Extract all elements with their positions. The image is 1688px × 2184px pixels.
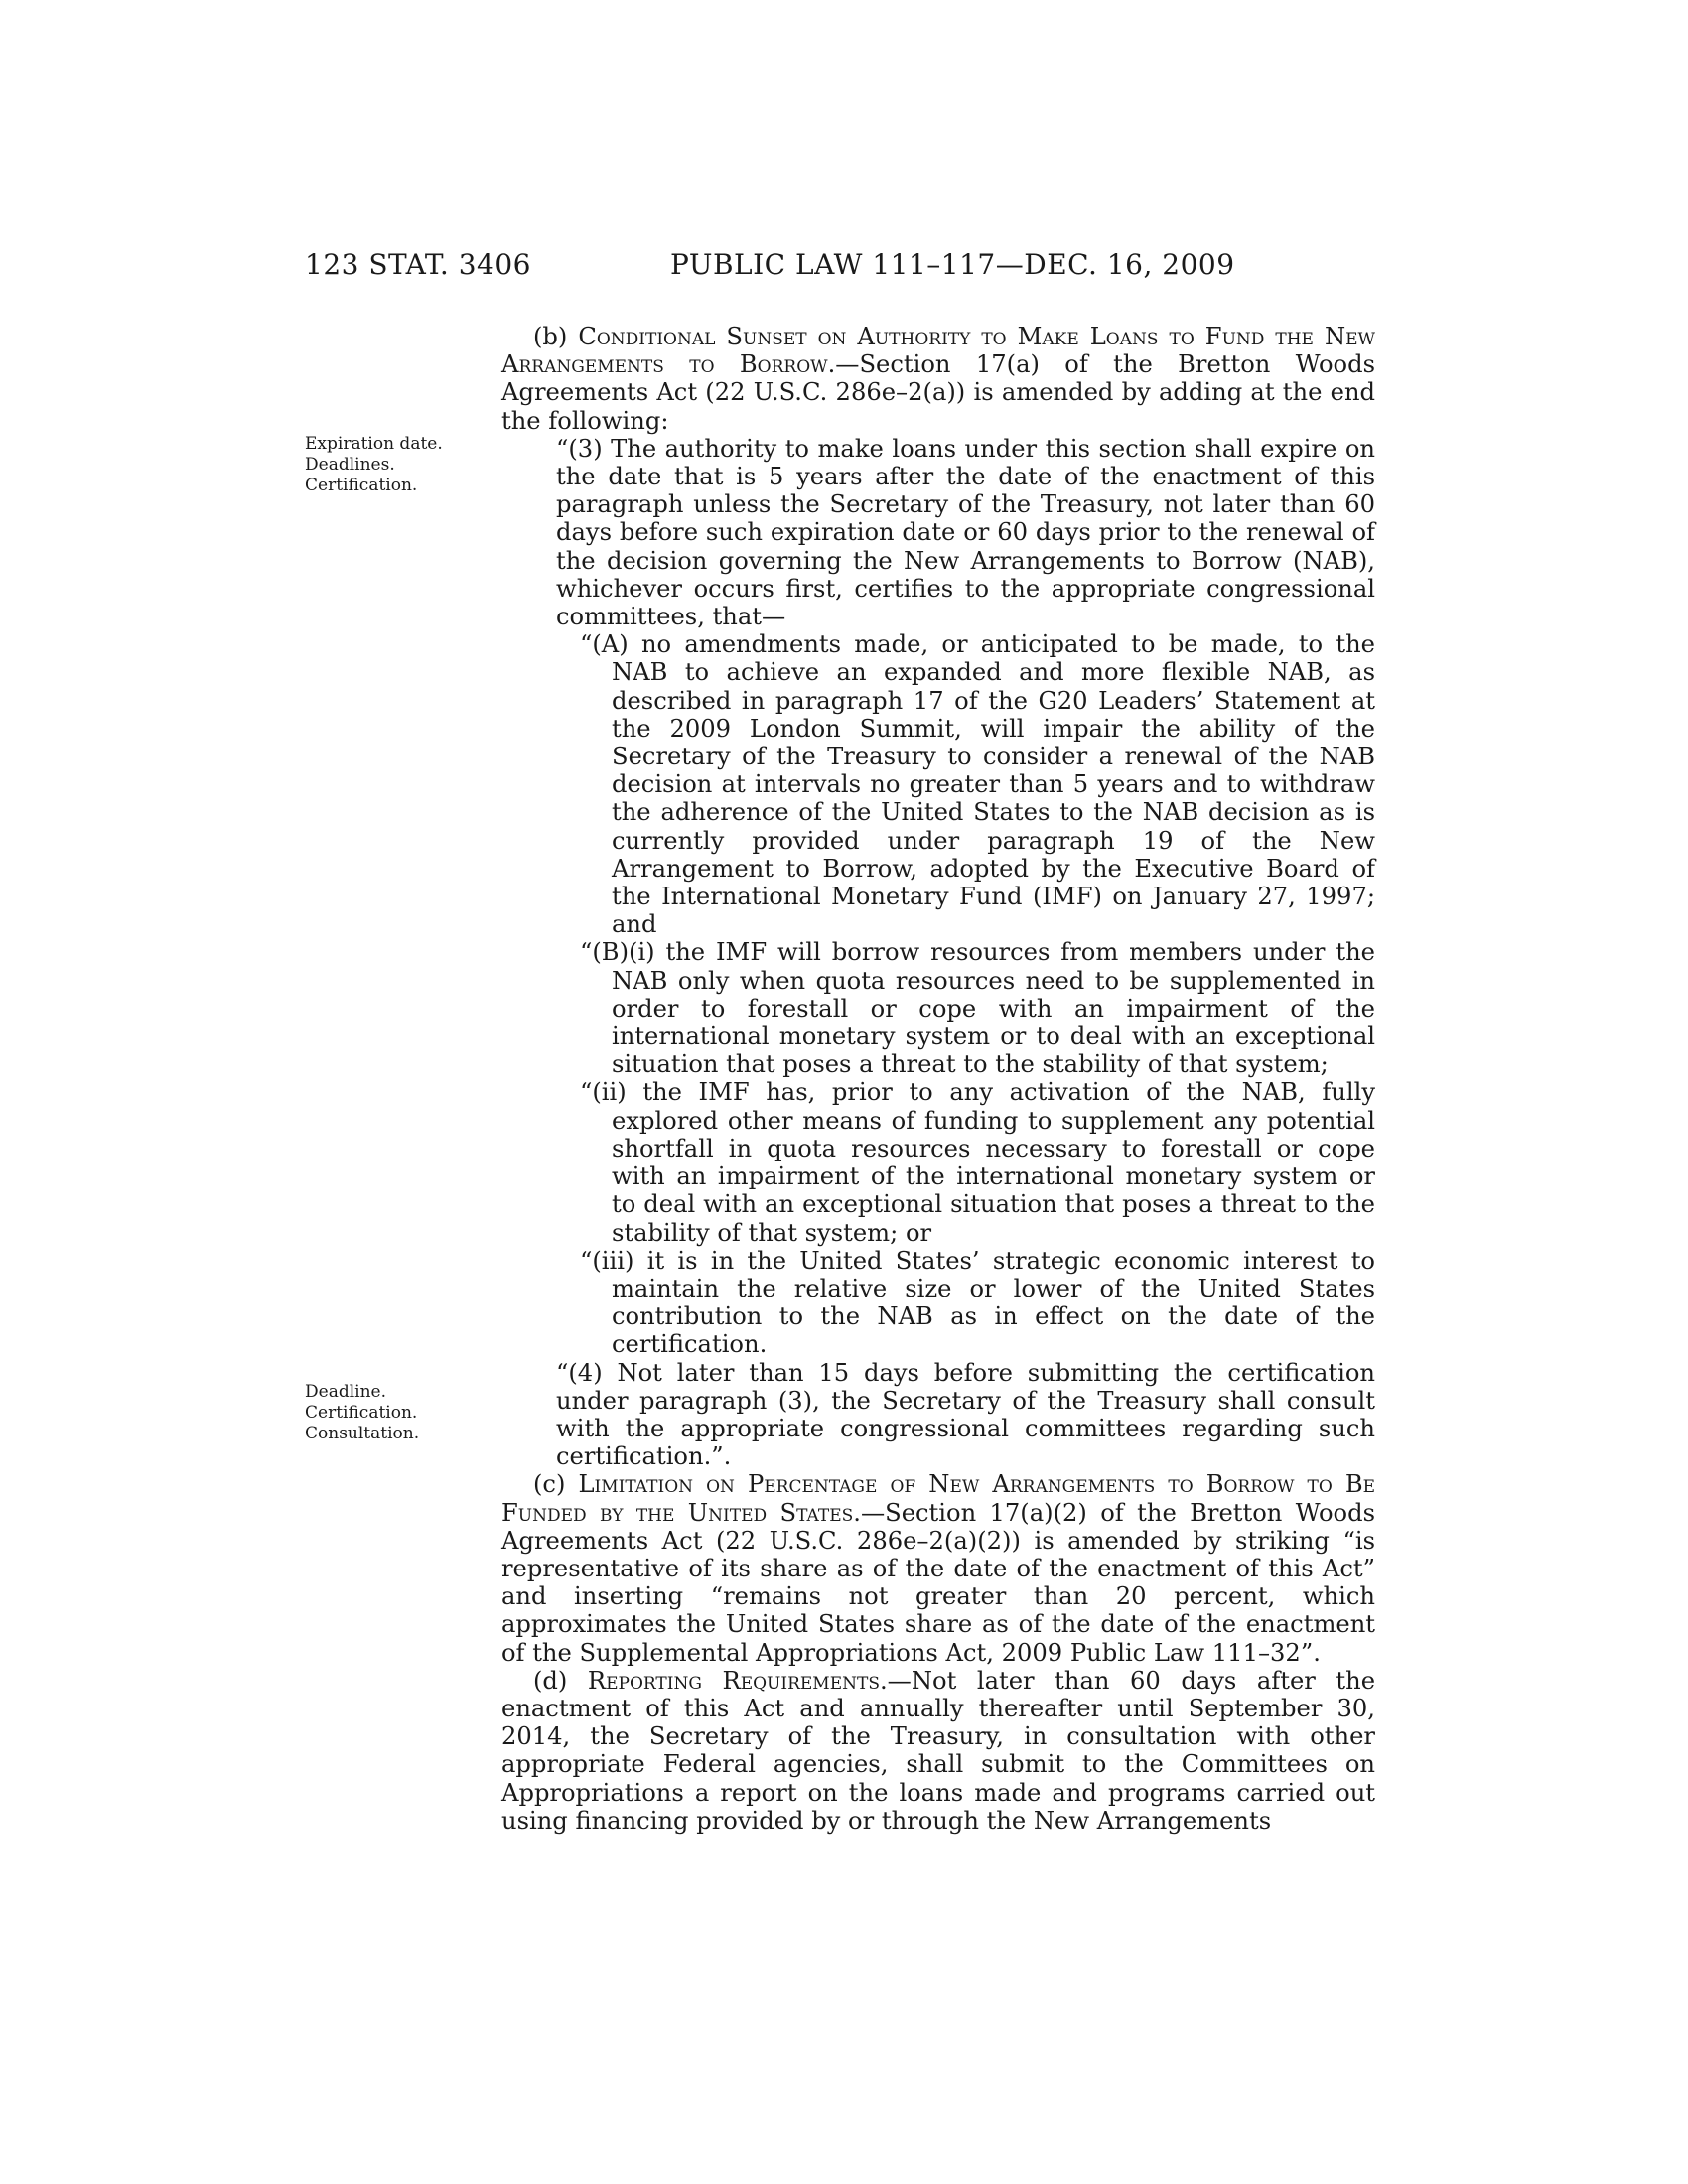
margin-note-line: Consultation. xyxy=(305,1424,420,1443)
subsection-b-lead: (b) xyxy=(533,323,579,350)
subsection-d-heading: Reporting Requirements. xyxy=(587,1666,888,1695)
margin-note-deadline xyxy=(305,1382,479,1444)
clause-ii-text: “(ii) the IMF has, prior to any activation of the NAB, fully explored other means of funding to supplement any potential shortfall in quota resources necessary to forestall or cope with an impairment of the international monetary system or to deal with an exceptional situation that poses a threat to the stability of that system; or xyxy=(580,1078,1375,1247)
paragraph-3 xyxy=(501,435,1375,630)
subsection-c-text: —Section 17(a)(2) of the Bretton Woods Agreements Act (22 U.S.C. 286e–2(a)(2)) is amended by striking “is representative of its share as of the date of the enactment of this Act” and inserting “remains not greater than 20 percent, which approximates the United States share as of the date of the enactment of the Supplemental Appropriations Act, 2009 Public Law 111–32”. xyxy=(501,1498,1375,1667)
public-law-reference: PUBLIC LAW 111–117—DEC. 16, 2009 xyxy=(670,248,1235,281)
subparagraph-a xyxy=(501,630,1375,938)
statute-reference: 123 STAT. 3406 xyxy=(305,248,531,281)
subparagraph-b-i xyxy=(501,938,1375,1078)
subsection-c xyxy=(501,1470,1375,1666)
margin-note-line: Deadline. xyxy=(305,1382,386,1402)
subsection-d-text: —Not later than 60 days after the enactment of this Act and annually thereafter until September 30, 2014, the Secretary of the Treasury, in consultation with other appropriate Federal agencies, shall submit to the Committees on Appropriations a report on the loans made and programs carried out using financing provided by or through the New Arrangements xyxy=(501,1666,1376,1835)
statute-body xyxy=(501,323,1375,1835)
margin-note-line: Expiration date. xyxy=(305,434,443,454)
subsection-b-heading: Conditional Sunset on Authority to Make Loans to Fund the New Arrangements to Borrow. xyxy=(501,323,1375,379)
margin-note-line: Deadlines. xyxy=(305,455,395,475)
paragraph-3-text: “(3) The authority to make loans under this section shall expire on the date that is 5 years after the date of the enactment of this paragraph unless the Secretary of the Treasury, not later than 60 days before such expiration date or 60 days prior to the renewal of the decision governing the New Arrangements to Borrow (NAB), whichever occurs first, certifies to the appropriate congressional committees, that— xyxy=(556,434,1375,631)
paragraph-4-text: “(4) Not later than 15 days before submitting the certification under paragraph (3), the Secretary of the Treasury shall consult with the appropriate congressional committees regarding such certification.”. xyxy=(556,1358,1375,1471)
subparagraph-a-text: “(A) no amendments made, or anticipated to be made, to the NAB to achieve an expanded and more flexible NAB, as described in paragraph 17 of the G20 Leaders’ Statement at the 2009 London Summit, will impair the ability of the Secretary of the Treasury to consider a renewal of the NAB decision at intervals no greater than 5 years and to withdraw the adherence of the United States to the NAB decision as is currently provided under paragraph 19 of the New Arrangement to Borrow, adopted by the Executive Board of the International Monetary Fund (IMF) on January 27, 1997; and xyxy=(580,630,1375,939)
margin-note-line: Certification. xyxy=(305,476,418,495)
clause-iii xyxy=(501,1247,1375,1359)
clause-iii-text: “(iii) it is in the United States’ strategic economic interest to maintain the relative size or lower of the United States contribution to the NAB as in effect on the date of the certification. xyxy=(580,1246,1375,1359)
subsection-c-heading: Limitation on Percentage of New Arrangements to Borrow to Be Funded by the United States. xyxy=(501,1470,1376,1527)
subsection-b-text: —Section 17(a) of the Bretton Woods Agreements Act (22 U.S.C. 286e–2(a)) is amended by adding at the end the following: xyxy=(501,350,1375,435)
subsection-d xyxy=(501,1667,1375,1835)
page-header xyxy=(0,248,1688,288)
clause-ii xyxy=(501,1078,1375,1246)
subsection-c-lead: (c) xyxy=(533,1470,579,1499)
margin-note-expiration xyxy=(305,434,479,496)
margin-note-line: Certification. xyxy=(305,1403,418,1423)
subsection-b xyxy=(501,323,1375,435)
subsection-d-lead: (d) xyxy=(533,1666,588,1695)
subparagraph-b-i-text: “(B)(i) the IMF will borrow resources from members under the NAB only when quota resources need to be supplemented in order to forestall or cope with an impairment of the international monetary system or to deal with an exceptional situation that poses a threat to the stability of that system; xyxy=(580,938,1375,1079)
paragraph-4 xyxy=(501,1359,1375,1471)
